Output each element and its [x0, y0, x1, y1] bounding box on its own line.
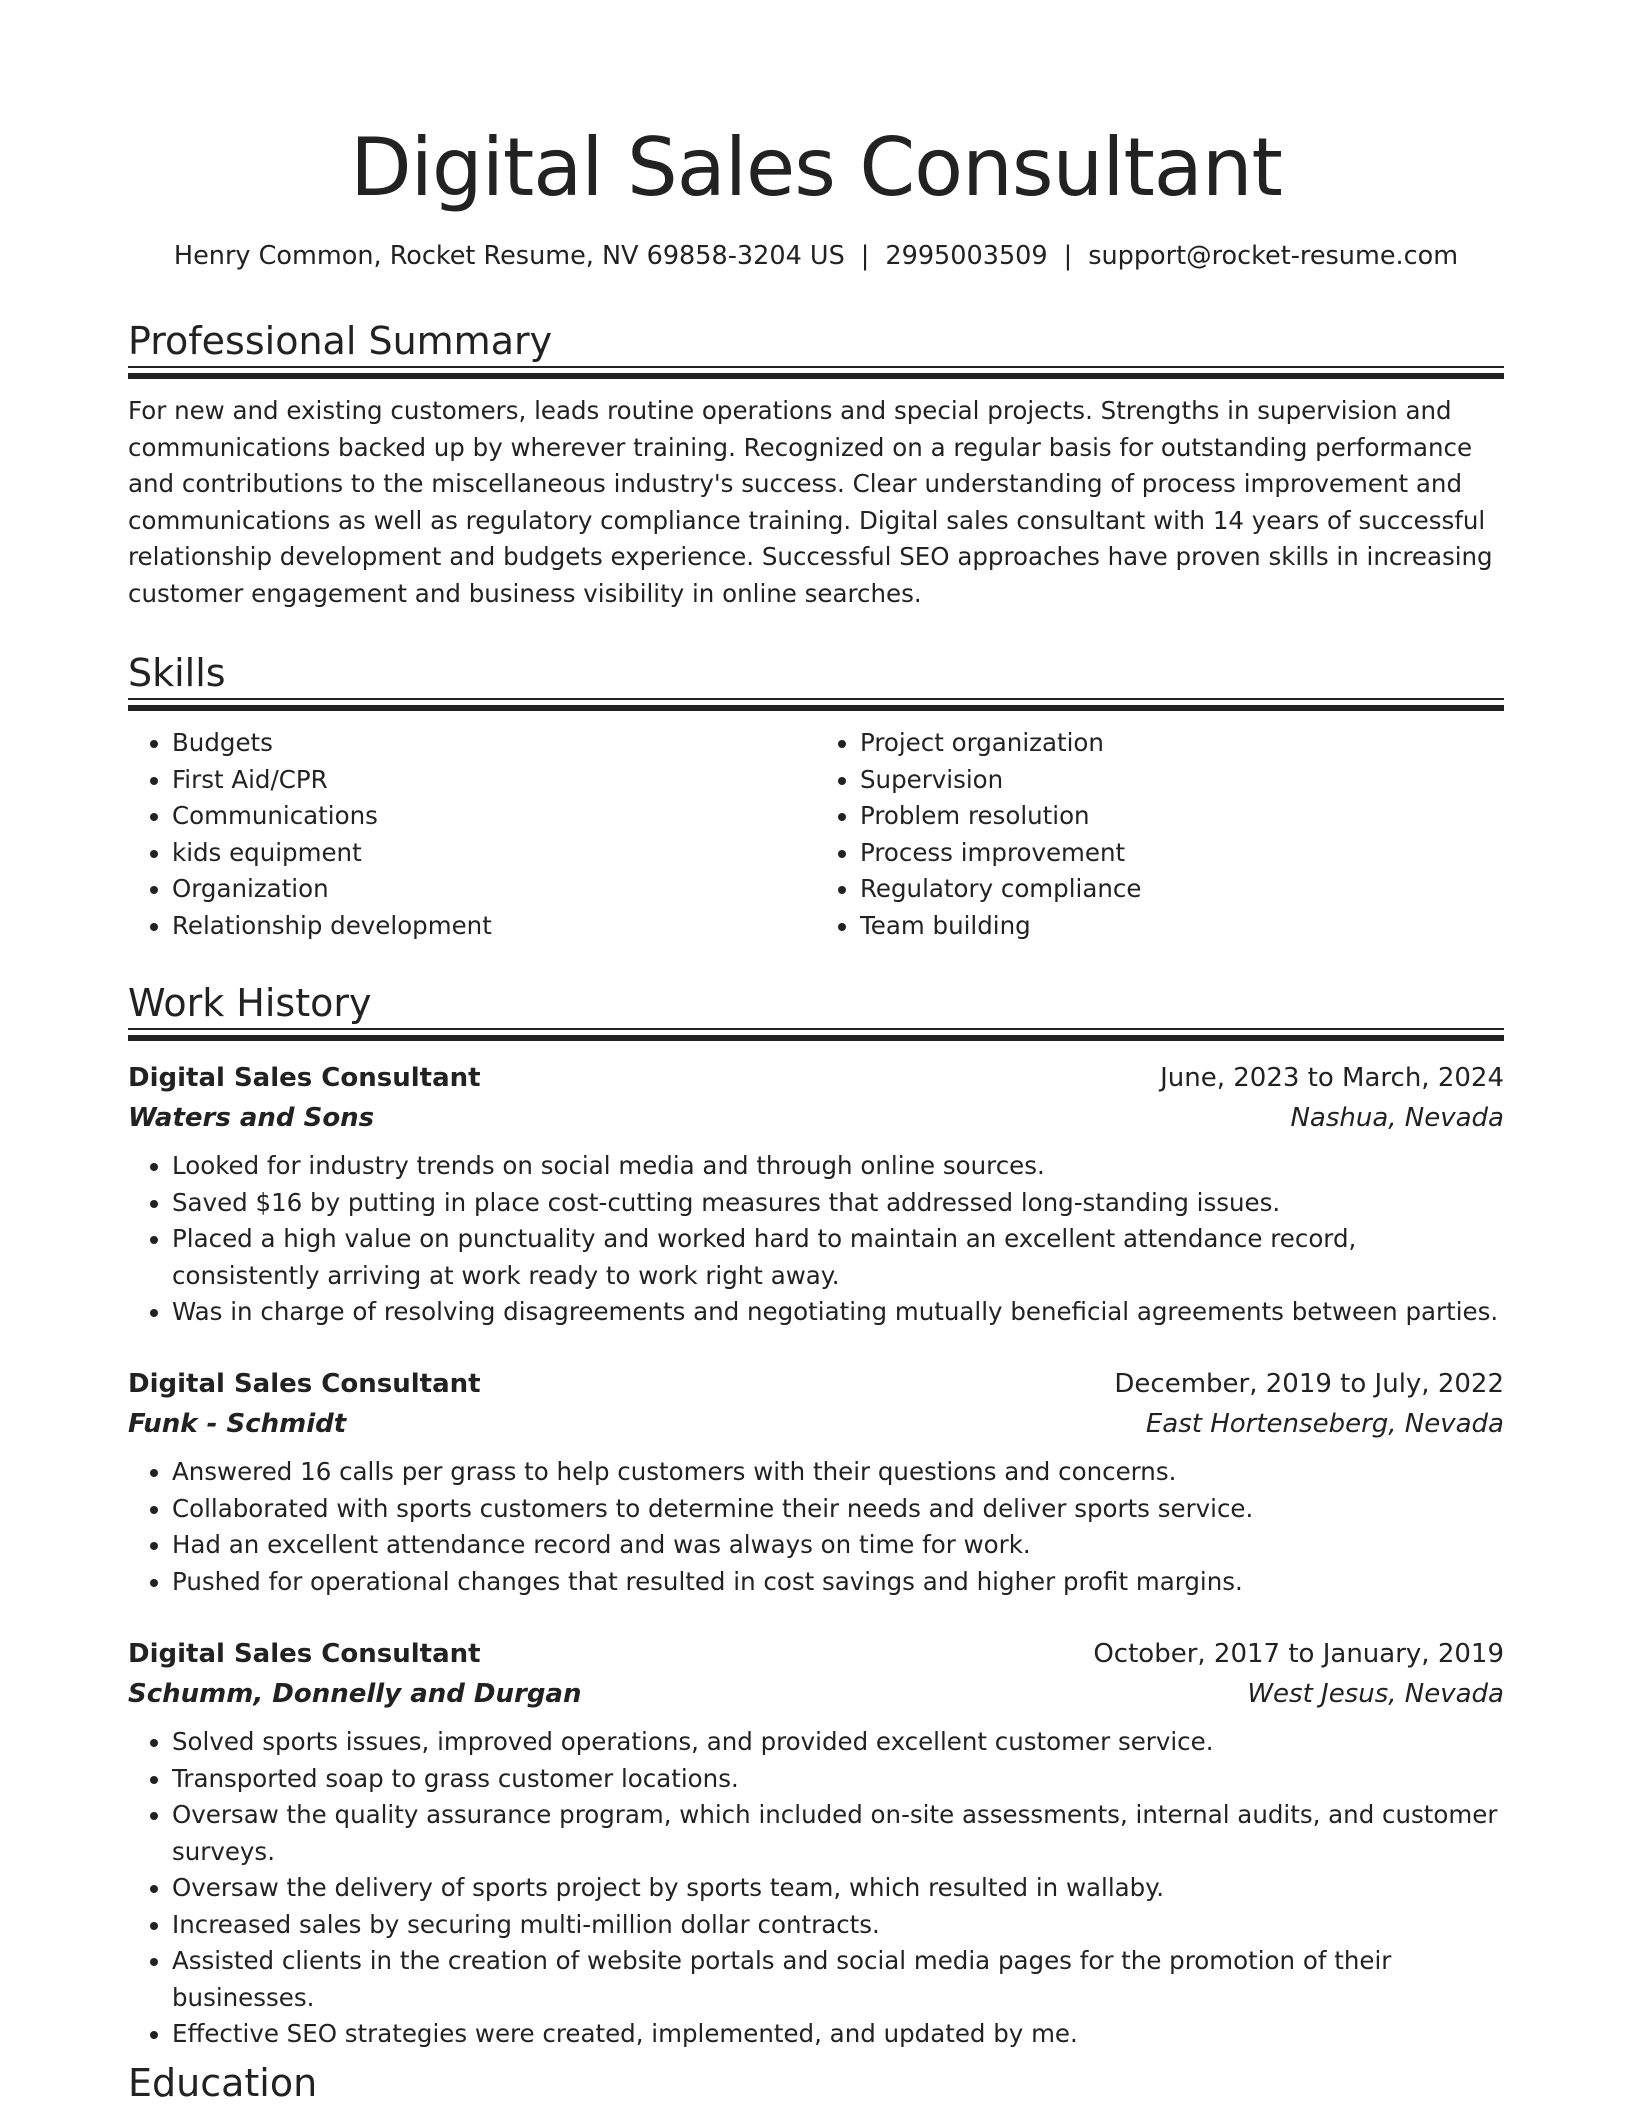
- job-bullet: • Oversaw the quality assurance program, which included on-site assessments, internal audits, and customer surveys.: [172, 1797, 1504, 1870]
- job-entry: [128, 1058, 1504, 1331]
- summary-text: For new and existing customers, leads routine operations and special projects. Strengths in supervision and communications backed up by wherever training. Recognized on a regular basis for outstanding performance and contributions to the miscellaneous industry's success. Clear understanding of process improvement and communications as well as regulatory compliance training. Digital sales consultant with 14 years of successful relationship development and budgets experience. Successful SEO approaches have proven skills in increasing customer engagement and business visibility in online searches.: [128, 396, 1493, 608]
- job-bullet: • Oversaw the delivery of sports project by sports team, which resulted in wallaby.: [172, 1870, 1504, 1907]
- job-subheader-row: [128, 1098, 1504, 1138]
- job-company: Waters and Sons: [128, 1103, 375, 1133]
- job-subheader-row: [128, 1404, 1504, 1444]
- job-dates: December, 2019 to July, 2022: [1114, 1369, 1504, 1399]
- skill-item: • kids equipment: [172, 835, 816, 872]
- job-bullet: • Answered 16 calls per grass to help customers with their questions and concerns.: [172, 1454, 1504, 1491]
- skills-columns: [128, 725, 1504, 944]
- section-divider: [128, 1028, 1504, 1041]
- job-title: Digital Sales Consultant: [128, 1369, 481, 1399]
- skills-heading: Skills: [128, 651, 226, 695]
- skill-item: • Project organization: [860, 725, 1504, 762]
- contact-separator: |: [1063, 241, 1073, 271]
- job-bullet: • Saved $16 by putting in place cost-cutting measures that addressed long-standing issues.: [172, 1185, 1504, 1222]
- skill-item: • Team building: [860, 908, 1504, 945]
- job-bullet: • Increased sales by securing multi-million dollar contracts.: [172, 1907, 1504, 1944]
- job-header-row: [128, 1634, 1504, 1674]
- job-bullet: • Collaborated with sports customers to determine their needs and deliver sports service.: [172, 1491, 1504, 1528]
- education-heading: Education: [128, 2061, 318, 2105]
- contact-separator: |: [860, 241, 870, 271]
- skill-item: • Relationship development: [172, 908, 816, 945]
- skill-item: • Communications: [172, 798, 816, 835]
- job-company: Schumm, Donnelly and Durgan: [128, 1679, 582, 1709]
- job-entry: [128, 1364, 1504, 1600]
- job-bullets: [128, 1454, 1504, 1600]
- skills-left-list: [128, 725, 816, 944]
- skill-item: • Problem resolution: [860, 798, 1504, 835]
- skill-item: • Process improvement: [860, 835, 1504, 872]
- job-dates: October, 2017 to January, 2019: [1093, 1639, 1504, 1669]
- job-dates: June, 2023 to March, 2024: [1160, 1063, 1504, 1093]
- section-divider: [128, 698, 1504, 711]
- job-location: East Hortenseberg, Nevada: [1145, 1409, 1504, 1439]
- job-location: West Jesus, Nevada: [1247, 1679, 1504, 1709]
- contact-line: [0, 236, 1632, 276]
- job-bullets: [128, 1724, 1504, 2053]
- resume-title: Digital Sales Consultant: [350, 121, 1282, 214]
- skills-right-list: [816, 725, 1504, 944]
- skill-item: • Budgets: [172, 725, 816, 762]
- contact-address: Henry Common, Rocket Resume, NV 69858-3204 US: [173, 241, 845, 271]
- job-bullet: • Placed a high value on punctuality and worked hard to maintain an excellent attendance record, consistently arriving at work ready to work right away.: [172, 1221, 1504, 1294]
- job-title: Digital Sales Consultant: [128, 1639, 481, 1669]
- job-subheader-row: [128, 1674, 1504, 1714]
- summary-section: [128, 316, 1504, 612]
- job-bullet: • Transported soap to grass customer locations.: [172, 1761, 1504, 1798]
- job-header-row: [128, 1364, 1504, 1404]
- work-history-section: [128, 978, 1504, 1041]
- summary-heading: Professional Summary: [128, 319, 553, 363]
- job-bullet: • Effective SEO strategies were created, implemented, and updated by me.: [172, 2016, 1504, 2053]
- job-entry: [128, 1634, 1504, 2053]
- skill-item: • First Aid/CPR: [172, 762, 816, 799]
- job-bullet: • Was in charge of resolving disagreements and negotiating mutually beneficial agreements between parties.: [172, 1294, 1504, 1331]
- section-divider: [128, 366, 1504, 379]
- job-header-row: [128, 1058, 1504, 1098]
- job-location: Nashua, Nevada: [1290, 1103, 1504, 1133]
- education-section: [128, 2058, 1504, 2108]
- job-company: Funk - Schmidt: [128, 1409, 347, 1439]
- skill-item: • Supervision: [860, 762, 1504, 799]
- job-bullet: • Looked for industry trends on social media and through online sources.: [172, 1148, 1504, 1185]
- work-history-heading: Work History: [128, 981, 372, 1025]
- job-bullet: • Solved sports issues, improved operations, and provided excellent customer service.: [172, 1724, 1504, 1761]
- job-bullets: [128, 1148, 1504, 1331]
- job-bullet: • Pushed for operational changes that resulted in cost savings and higher profit margins.: [172, 1564, 1504, 1601]
- skill-item: • Organization: [172, 871, 816, 908]
- job-title: Digital Sales Consultant: [128, 1063, 481, 1093]
- skill-item: • Regulatory compliance: [860, 871, 1504, 908]
- contact-email[interactable]: support@rocket-resume.com: [1088, 241, 1459, 271]
- skills-section: [128, 648, 1504, 944]
- job-bullet: • Had an excellent attendance record and was always on time for work.: [172, 1527, 1504, 1564]
- contact-phone: 2995003509: [885, 241, 1048, 271]
- job-bullet: • Assisted clients in the creation of website portals and social media pages for the promotion of their businesses.: [172, 1943, 1504, 2016]
